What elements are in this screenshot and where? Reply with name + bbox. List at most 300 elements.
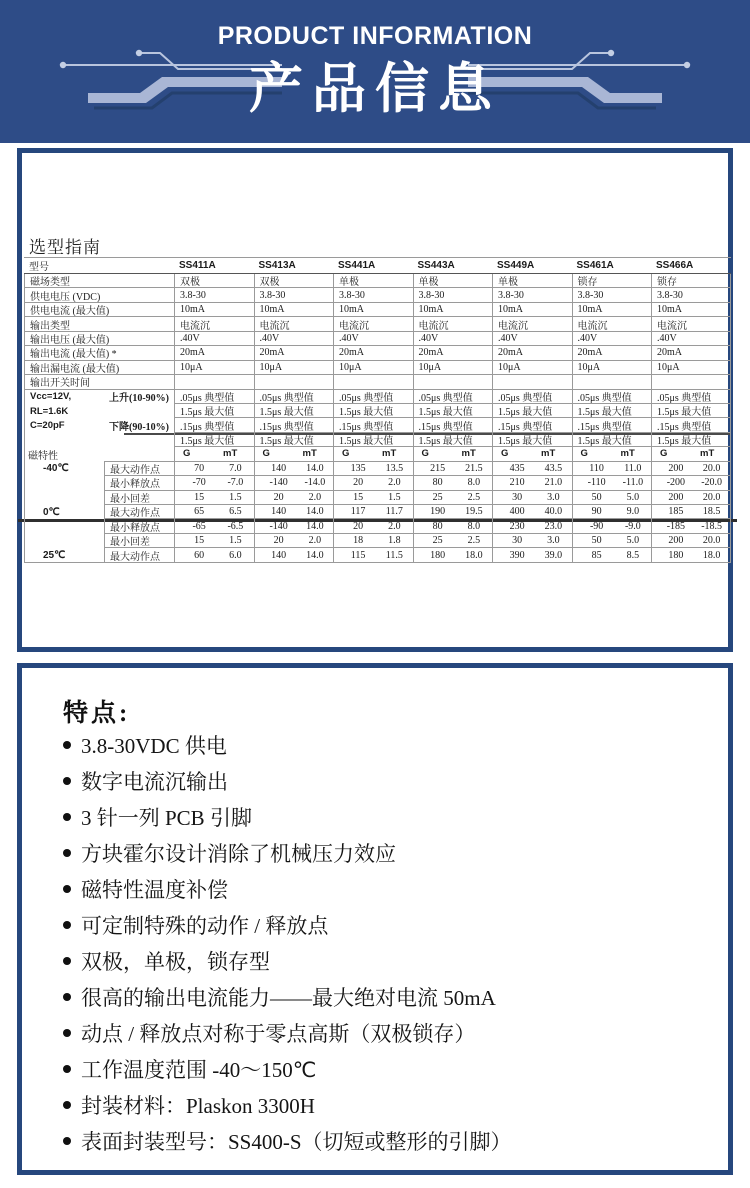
magnetic-value-cell xyxy=(572,462,652,476)
magnetic-value: 25 xyxy=(432,491,443,503)
magnetic-value: -185 xyxy=(666,520,686,532)
magnetic-value: 135 xyxy=(350,462,366,474)
row-label: 输出电流 (最大值) * xyxy=(24,346,174,360)
magnetic-value: 8.0 xyxy=(467,477,481,489)
model-name: SS413A xyxy=(254,258,334,274)
magnetic-value-cell xyxy=(413,534,493,548)
bullet-icon xyxy=(63,1137,71,1145)
feature-item xyxy=(63,878,693,900)
table-row xyxy=(24,519,731,533)
table-row xyxy=(24,476,731,490)
table-row xyxy=(24,346,731,360)
magnetic-value: 70 xyxy=(194,462,205,474)
switching-value: .05μs 典型值 xyxy=(492,390,572,404)
spec-value: 10mA xyxy=(572,303,652,317)
switching-value: .15μs 典型值 xyxy=(572,418,652,432)
spec-value: 10mA xyxy=(254,303,334,317)
table-row xyxy=(24,303,731,317)
magnetic-value: 21.5 xyxy=(465,462,483,474)
spec-value: 10μA xyxy=(413,361,493,375)
switching-value: 1.5μs 最大值 xyxy=(413,433,493,447)
magnetic-value-cell xyxy=(651,505,731,519)
feature-item xyxy=(63,1058,693,1080)
spec-value: 3.8-30 xyxy=(174,288,254,302)
feature-text: 表面封装型号：SS400-S（切短或整形的引脚） xyxy=(81,1130,512,1154)
magnetic-value: 18.5 xyxy=(702,506,721,518)
magnetic-value: 185 xyxy=(668,506,684,518)
magnetic-value: 11.5 xyxy=(385,549,403,561)
features-panel xyxy=(17,663,733,1175)
magnetic-value: 20 xyxy=(353,520,364,532)
row-label: 最小释放点 xyxy=(104,519,174,533)
feature-text: 工作温度范围 -40～150℃ xyxy=(81,1058,317,1082)
spec-value: 10μA xyxy=(572,361,652,375)
spec-value: 锁存 xyxy=(572,274,652,288)
spec-value: 20mA xyxy=(413,346,493,360)
spec-value: 锁存 xyxy=(651,274,731,288)
magnetic-value: 2.0 xyxy=(308,491,322,503)
magnetic-value: 6.5 xyxy=(229,506,242,518)
magnetic-value: 2.5 xyxy=(467,535,481,547)
magnetic-value: 6.0 xyxy=(229,549,242,561)
magnetic-value: 25 xyxy=(432,535,443,547)
magnetic-value: 80 xyxy=(432,520,443,532)
table-row xyxy=(24,505,731,519)
unit-header-cell xyxy=(254,447,334,461)
magnetic-value-cell xyxy=(651,462,731,476)
magnetic-value: 14.0 xyxy=(306,462,324,474)
row-label: 最小回差 xyxy=(104,534,174,548)
magnetic-value-cell xyxy=(174,476,254,490)
switching-value: 1.5μs 最大值 xyxy=(174,433,254,447)
magnetic-value: 2.5 xyxy=(467,491,481,503)
magnetic-value-cell xyxy=(651,548,731,562)
magnetic-value-cell xyxy=(333,491,413,505)
unit-gauss: G xyxy=(342,448,350,460)
unit-gauss: G xyxy=(580,448,588,460)
magnetic-value: 40.0 xyxy=(544,506,563,518)
magnetic-value: 20.0 xyxy=(702,462,721,474)
row-label: 最大动作点 xyxy=(104,505,174,519)
spec-value: 双极 xyxy=(174,274,254,288)
bullet-icon xyxy=(63,849,71,857)
unit-millitesla: mT xyxy=(541,448,556,460)
switching-value: 1.5μs 最大值 xyxy=(651,433,731,447)
magnetic-value: 15 xyxy=(194,491,205,503)
switching-value: .15μs 典型值 xyxy=(492,418,572,432)
temperature-label: 25℃ xyxy=(24,548,104,562)
feature-item xyxy=(63,1094,693,1116)
magnetic-value: 210 xyxy=(509,477,525,489)
spec-value: 20mA xyxy=(572,346,652,360)
bullet-icon xyxy=(63,1029,71,1037)
magnetic-value: 435 xyxy=(509,462,525,474)
magnetic-value-cell xyxy=(333,476,413,490)
feature-item xyxy=(63,950,693,972)
feature-text: 3 针一列 PCB 引脚 xyxy=(81,806,252,830)
spec-value xyxy=(572,375,652,389)
magnetic-value: 200 xyxy=(668,462,684,474)
magnetic-value-cell xyxy=(254,534,334,548)
magnetic-value: 19.5 xyxy=(465,506,483,518)
feature-text: 动点 / 释放点对称于零点高斯（双极锁存） xyxy=(81,1022,476,1046)
magnetic-value: 18.0 xyxy=(465,549,483,561)
magnetic-value: 23.0 xyxy=(544,520,563,532)
magnetic-value-cell xyxy=(174,548,254,562)
unit-header-cell xyxy=(572,447,652,461)
magnetic-value: 5.0 xyxy=(626,535,640,547)
magnetic-value-cell xyxy=(174,491,254,505)
timing-label-cell xyxy=(24,390,174,404)
magnetic-value-cell xyxy=(174,519,254,533)
feature-item xyxy=(63,842,693,864)
magnetic-value: 1.5 xyxy=(229,491,242,503)
switching-value: .15μs 典型值 xyxy=(333,418,413,432)
spec-value: .40V xyxy=(254,332,334,346)
magnetic-value-cell xyxy=(572,476,652,490)
spec-value: 电流沉 xyxy=(254,317,334,331)
magnetic-value: 200 xyxy=(668,491,684,503)
temperature-label xyxy=(24,491,104,505)
switching-value: .05μs 典型值 xyxy=(254,390,334,404)
row-label: 最小回差 xyxy=(104,491,174,505)
spec-value: 电流沉 xyxy=(651,317,731,331)
section-title-selection-guide: 选型指南 xyxy=(29,238,101,257)
magnetic-value-cell xyxy=(254,476,334,490)
magnetic-value: 140 xyxy=(271,506,287,518)
magnetic-value-cell xyxy=(651,519,731,533)
magnetic-value: -65 xyxy=(192,520,206,532)
spec-value: 10μA xyxy=(254,361,334,375)
spec-value: 10μA xyxy=(651,361,731,375)
spec-value: 10μA xyxy=(492,361,572,375)
spec-value: .40V xyxy=(651,332,731,346)
feature-text: 可定制特殊的动作 / 释放点 xyxy=(81,914,329,938)
switching-value: 1.5μs 最大值 xyxy=(572,433,652,447)
unit-millitesla: mT xyxy=(620,448,635,460)
spec-value: 3.8-30 xyxy=(413,288,493,302)
magnetic-value-cell xyxy=(333,534,413,548)
magnetic-value: 2.0 xyxy=(388,520,401,532)
temperature-label xyxy=(24,534,104,548)
spec-value: 20mA xyxy=(492,346,572,360)
magnetic-value-cell xyxy=(254,462,334,476)
magnetic-value-cell xyxy=(333,462,413,476)
row-label: 最大动作点 xyxy=(104,462,174,476)
switching-value: .05μs 典型值 xyxy=(651,390,731,404)
magnetic-value: 140 xyxy=(271,462,287,474)
feature-text: 数字电流沉输出 xyxy=(81,770,228,794)
unit-gauss: G xyxy=(501,448,509,460)
test-condition: C=20pF xyxy=(30,420,65,432)
table-row xyxy=(24,491,731,505)
magnetic-value-cell xyxy=(413,519,493,533)
spec-value: 10μA xyxy=(174,361,254,375)
magnetic-value-cell xyxy=(492,519,572,533)
magnetic-section-label: 磁特性 xyxy=(24,447,104,461)
spec-value xyxy=(254,375,334,389)
spec-value xyxy=(651,375,731,389)
spec-value: 电流沉 xyxy=(492,317,572,331)
magnetic-value-cell xyxy=(413,505,493,519)
magnetic-value: 30 xyxy=(512,535,523,547)
switching-value: 1.5μs 最大值 xyxy=(413,404,493,418)
bullet-icon xyxy=(63,921,71,929)
magnetic-value: 18.0 xyxy=(702,549,721,561)
magnetic-value: 20.0 xyxy=(702,491,721,503)
magnetic-value-cell xyxy=(333,548,413,562)
magnetic-value: 115 xyxy=(350,549,366,561)
switching-value: .05μs 典型值 xyxy=(572,390,652,404)
magnetic-value: 20 xyxy=(273,535,284,547)
magnetic-value-cell xyxy=(413,462,493,476)
feature-text: 很高的输出电流能力——最大绝对电流 50mA xyxy=(81,986,496,1010)
magnetic-value-cell xyxy=(492,476,572,490)
magnetic-value: 5.0 xyxy=(626,491,640,503)
timing-label-cell xyxy=(24,404,174,418)
spec-value: 3.8-30 xyxy=(651,288,731,302)
spec-value: 双极 xyxy=(254,274,334,288)
magnetic-value-cell xyxy=(254,519,334,533)
magnetic-value-cell xyxy=(492,505,572,519)
magnetic-value: 190 xyxy=(430,506,446,518)
magnetic-value: 20 xyxy=(273,491,284,503)
magnetic-value-cell xyxy=(413,548,493,562)
switching-value: 1.5μs 最大值 xyxy=(492,404,572,418)
bullet-icon xyxy=(63,741,71,749)
switching-value: 1.5μs 最大值 xyxy=(254,404,334,418)
spec-value: 3.8-30 xyxy=(572,288,652,302)
row-label: 最大动作点 xyxy=(104,548,174,562)
temperature-label: -40℃ xyxy=(24,462,104,476)
page-title-english: PRODUCT INFORMATION xyxy=(217,22,533,50)
magnetic-value: 9.0 xyxy=(626,506,640,518)
magnetic-value: 3.0 xyxy=(547,535,560,547)
switching-value: .15μs 典型值 xyxy=(254,418,334,432)
magnetic-value-cell xyxy=(492,462,572,476)
spec-value: 10mA xyxy=(651,303,731,317)
unit-header-cell xyxy=(651,447,731,461)
spec-value: 20mA xyxy=(174,346,254,360)
magnetic-value: 30 xyxy=(512,491,523,503)
edge-label: 下降(90-10%) xyxy=(109,422,169,433)
row-label: 磁场类型 xyxy=(24,274,174,288)
magnetic-value: 1.5 xyxy=(388,491,401,503)
table-row xyxy=(24,332,731,346)
feature-item xyxy=(63,770,693,792)
magnetic-value-cell xyxy=(254,491,334,505)
model-name: SS449A xyxy=(492,258,572,274)
switching-value: .15μs 典型值 xyxy=(413,418,493,432)
bullet-icon xyxy=(63,885,71,893)
magnetic-value-cell xyxy=(572,548,652,562)
timing-label-cell xyxy=(24,433,174,447)
selection-guide-panel xyxy=(17,148,733,652)
magnetic-value: 20.0 xyxy=(702,535,721,547)
magnetic-value-cell xyxy=(333,505,413,519)
feature-item xyxy=(63,806,693,828)
switching-value: .05μs 典型值 xyxy=(174,390,254,404)
spec-value xyxy=(413,375,493,389)
magnetic-value: 200 xyxy=(668,535,684,547)
table-row xyxy=(24,548,731,562)
spec-value xyxy=(333,375,413,389)
model-name: SS441A xyxy=(333,258,413,274)
row-label: 供电电压 (VDC) xyxy=(24,288,174,302)
magnetic-value: 13.5 xyxy=(385,462,404,474)
magnetic-value: 85 xyxy=(591,549,602,561)
spec-value: 20mA xyxy=(254,346,334,360)
switching-value: .05μs 典型值 xyxy=(413,390,493,404)
feature-item xyxy=(63,1130,693,1152)
unit-gauss: G xyxy=(660,448,668,460)
magnetic-value: 18 xyxy=(353,535,364,547)
magnetic-value: 215 xyxy=(430,462,446,474)
table-row xyxy=(24,258,731,274)
model-name: SS466A xyxy=(651,258,731,274)
unit-gauss: G xyxy=(183,448,191,460)
section-title-features: 特点: xyxy=(63,700,131,727)
feature-item xyxy=(63,986,693,1008)
table-row xyxy=(24,418,731,432)
magnetic-value: 14.0 xyxy=(306,506,324,518)
spec-value: 10mA xyxy=(492,303,572,317)
bullet-icon xyxy=(63,1065,71,1073)
feature-item xyxy=(63,734,693,756)
magnetic-value-cell xyxy=(254,505,334,519)
magnetic-value: -200 xyxy=(666,477,686,489)
spec-value: 10μA xyxy=(333,361,413,375)
test-condition: RL=1.6K xyxy=(30,405,69,417)
magnetic-value: 60 xyxy=(194,549,205,561)
model-name: SS411A xyxy=(174,258,254,274)
spec-value: .40V xyxy=(492,332,572,346)
unit-millitesla: mT xyxy=(223,448,238,460)
switching-value: .15μs 典型值 xyxy=(651,418,731,432)
switching-value: 1.5μs 最大值 xyxy=(333,433,413,447)
feature-item xyxy=(63,1022,693,1044)
magnetic-value-cell xyxy=(651,491,731,505)
magnetic-value: -140 xyxy=(269,477,288,489)
magnetic-value: 1.8 xyxy=(388,535,401,547)
magnetic-value: 50 xyxy=(591,491,602,503)
magnetic-value: 140 xyxy=(271,549,287,561)
magnetic-value-cell xyxy=(572,534,652,548)
switching-value: 1.5μs 最大值 xyxy=(254,433,334,447)
unit-millitesla: mT xyxy=(461,448,476,460)
magnetic-value-cell xyxy=(572,505,652,519)
feature-list xyxy=(63,734,693,1166)
magnetic-value: -110 xyxy=(587,477,606,489)
magnetic-value-cell xyxy=(413,491,493,505)
magnetic-value: 80 xyxy=(432,477,443,489)
switching-value: 1.5μs 最大值 xyxy=(333,404,413,418)
temperature-label xyxy=(24,476,104,490)
magnetic-value: 400 xyxy=(509,506,525,518)
spec-value: 单极 xyxy=(492,274,572,288)
magnetic-value-cell xyxy=(651,476,731,490)
switching-value: 1.5μs 最大值 xyxy=(492,433,572,447)
magnetic-value: 3.0 xyxy=(547,491,560,503)
magnetic-value: 7.0 xyxy=(229,462,242,474)
magnetic-value: -11.0 xyxy=(622,477,644,489)
bullet-icon xyxy=(63,1101,71,1109)
unit-millitesla: mT xyxy=(382,448,397,460)
magnetic-value: 15 xyxy=(194,535,205,547)
magnetic-value: 15 xyxy=(353,491,364,503)
magnetic-value: -14.0 xyxy=(304,477,326,489)
switching-value: 1.5μs 最大值 xyxy=(651,404,731,418)
table-row xyxy=(24,534,731,548)
unit-gauss: G xyxy=(421,448,429,460)
magnetic-value-cell xyxy=(492,491,572,505)
feature-text: 方块霍尔设计消除了机械压力效应 xyxy=(81,842,396,866)
spec-value: .40V xyxy=(174,332,254,346)
spec-value: 10mA xyxy=(174,303,254,317)
row-label: 输出类型 xyxy=(24,317,174,331)
spec-value: 3.8-30 xyxy=(254,288,334,302)
magnetic-value: 11.7 xyxy=(385,506,403,518)
page-title-chinese: 产品信息 xyxy=(249,59,501,119)
row-label: 输出电压 (最大值) xyxy=(24,332,174,346)
spec-value: 电流沉 xyxy=(333,317,413,331)
spec-value: 单极 xyxy=(333,274,413,288)
table-row xyxy=(24,317,731,331)
magnetic-value: -140 xyxy=(269,520,288,532)
magnetic-value: 8.0 xyxy=(467,520,481,532)
magnetic-value: 39.0 xyxy=(544,549,563,561)
magnetic-value: -7.0 xyxy=(227,477,244,489)
spec-table xyxy=(24,257,731,563)
switching-value: .05μs 典型值 xyxy=(333,390,413,404)
table-cell xyxy=(104,447,174,461)
row-label: 供电电流 (最大值) xyxy=(24,303,174,317)
bullet-icon xyxy=(63,993,71,1001)
unit-millitesla: mT xyxy=(302,448,317,460)
magnetic-value: 230 xyxy=(509,520,525,532)
magnetic-value: 110 xyxy=(589,462,604,474)
bullet-icon xyxy=(63,777,71,785)
spec-value: .40V xyxy=(572,332,652,346)
spec-value: 单极 xyxy=(413,274,493,288)
spec-value: 3.8-30 xyxy=(333,288,413,302)
magnetic-value-cell xyxy=(333,519,413,533)
table-row xyxy=(24,447,731,461)
unit-header-cell xyxy=(413,447,493,461)
row-label: 输出开关时间 xyxy=(24,375,174,389)
table-row xyxy=(24,404,731,418)
table-row xyxy=(24,274,731,288)
row-label: 最小释放点 xyxy=(104,476,174,490)
unit-millitesla: mT xyxy=(700,448,715,460)
magnetic-value: 11.0 xyxy=(624,462,642,474)
model-name: SS461A xyxy=(572,258,652,274)
spec-value: 10mA xyxy=(333,303,413,317)
spec-value: 电流沉 xyxy=(413,317,493,331)
table-row xyxy=(24,462,731,476)
magnetic-value: 117 xyxy=(350,506,366,518)
page-header xyxy=(0,0,750,143)
switching-value: 1.5μs 最大值 xyxy=(572,404,652,418)
spec-value xyxy=(174,375,254,389)
spec-value: 10mA xyxy=(413,303,493,317)
magnetic-value: 50 xyxy=(591,535,602,547)
table-row xyxy=(24,288,731,302)
spec-value: 电流沉 xyxy=(174,317,254,331)
magnetic-value: 14.0 xyxy=(306,549,324,561)
feature-text: 3.8-30VDC 供电 xyxy=(81,734,227,758)
magnetic-value: -20.0 xyxy=(701,477,723,489)
